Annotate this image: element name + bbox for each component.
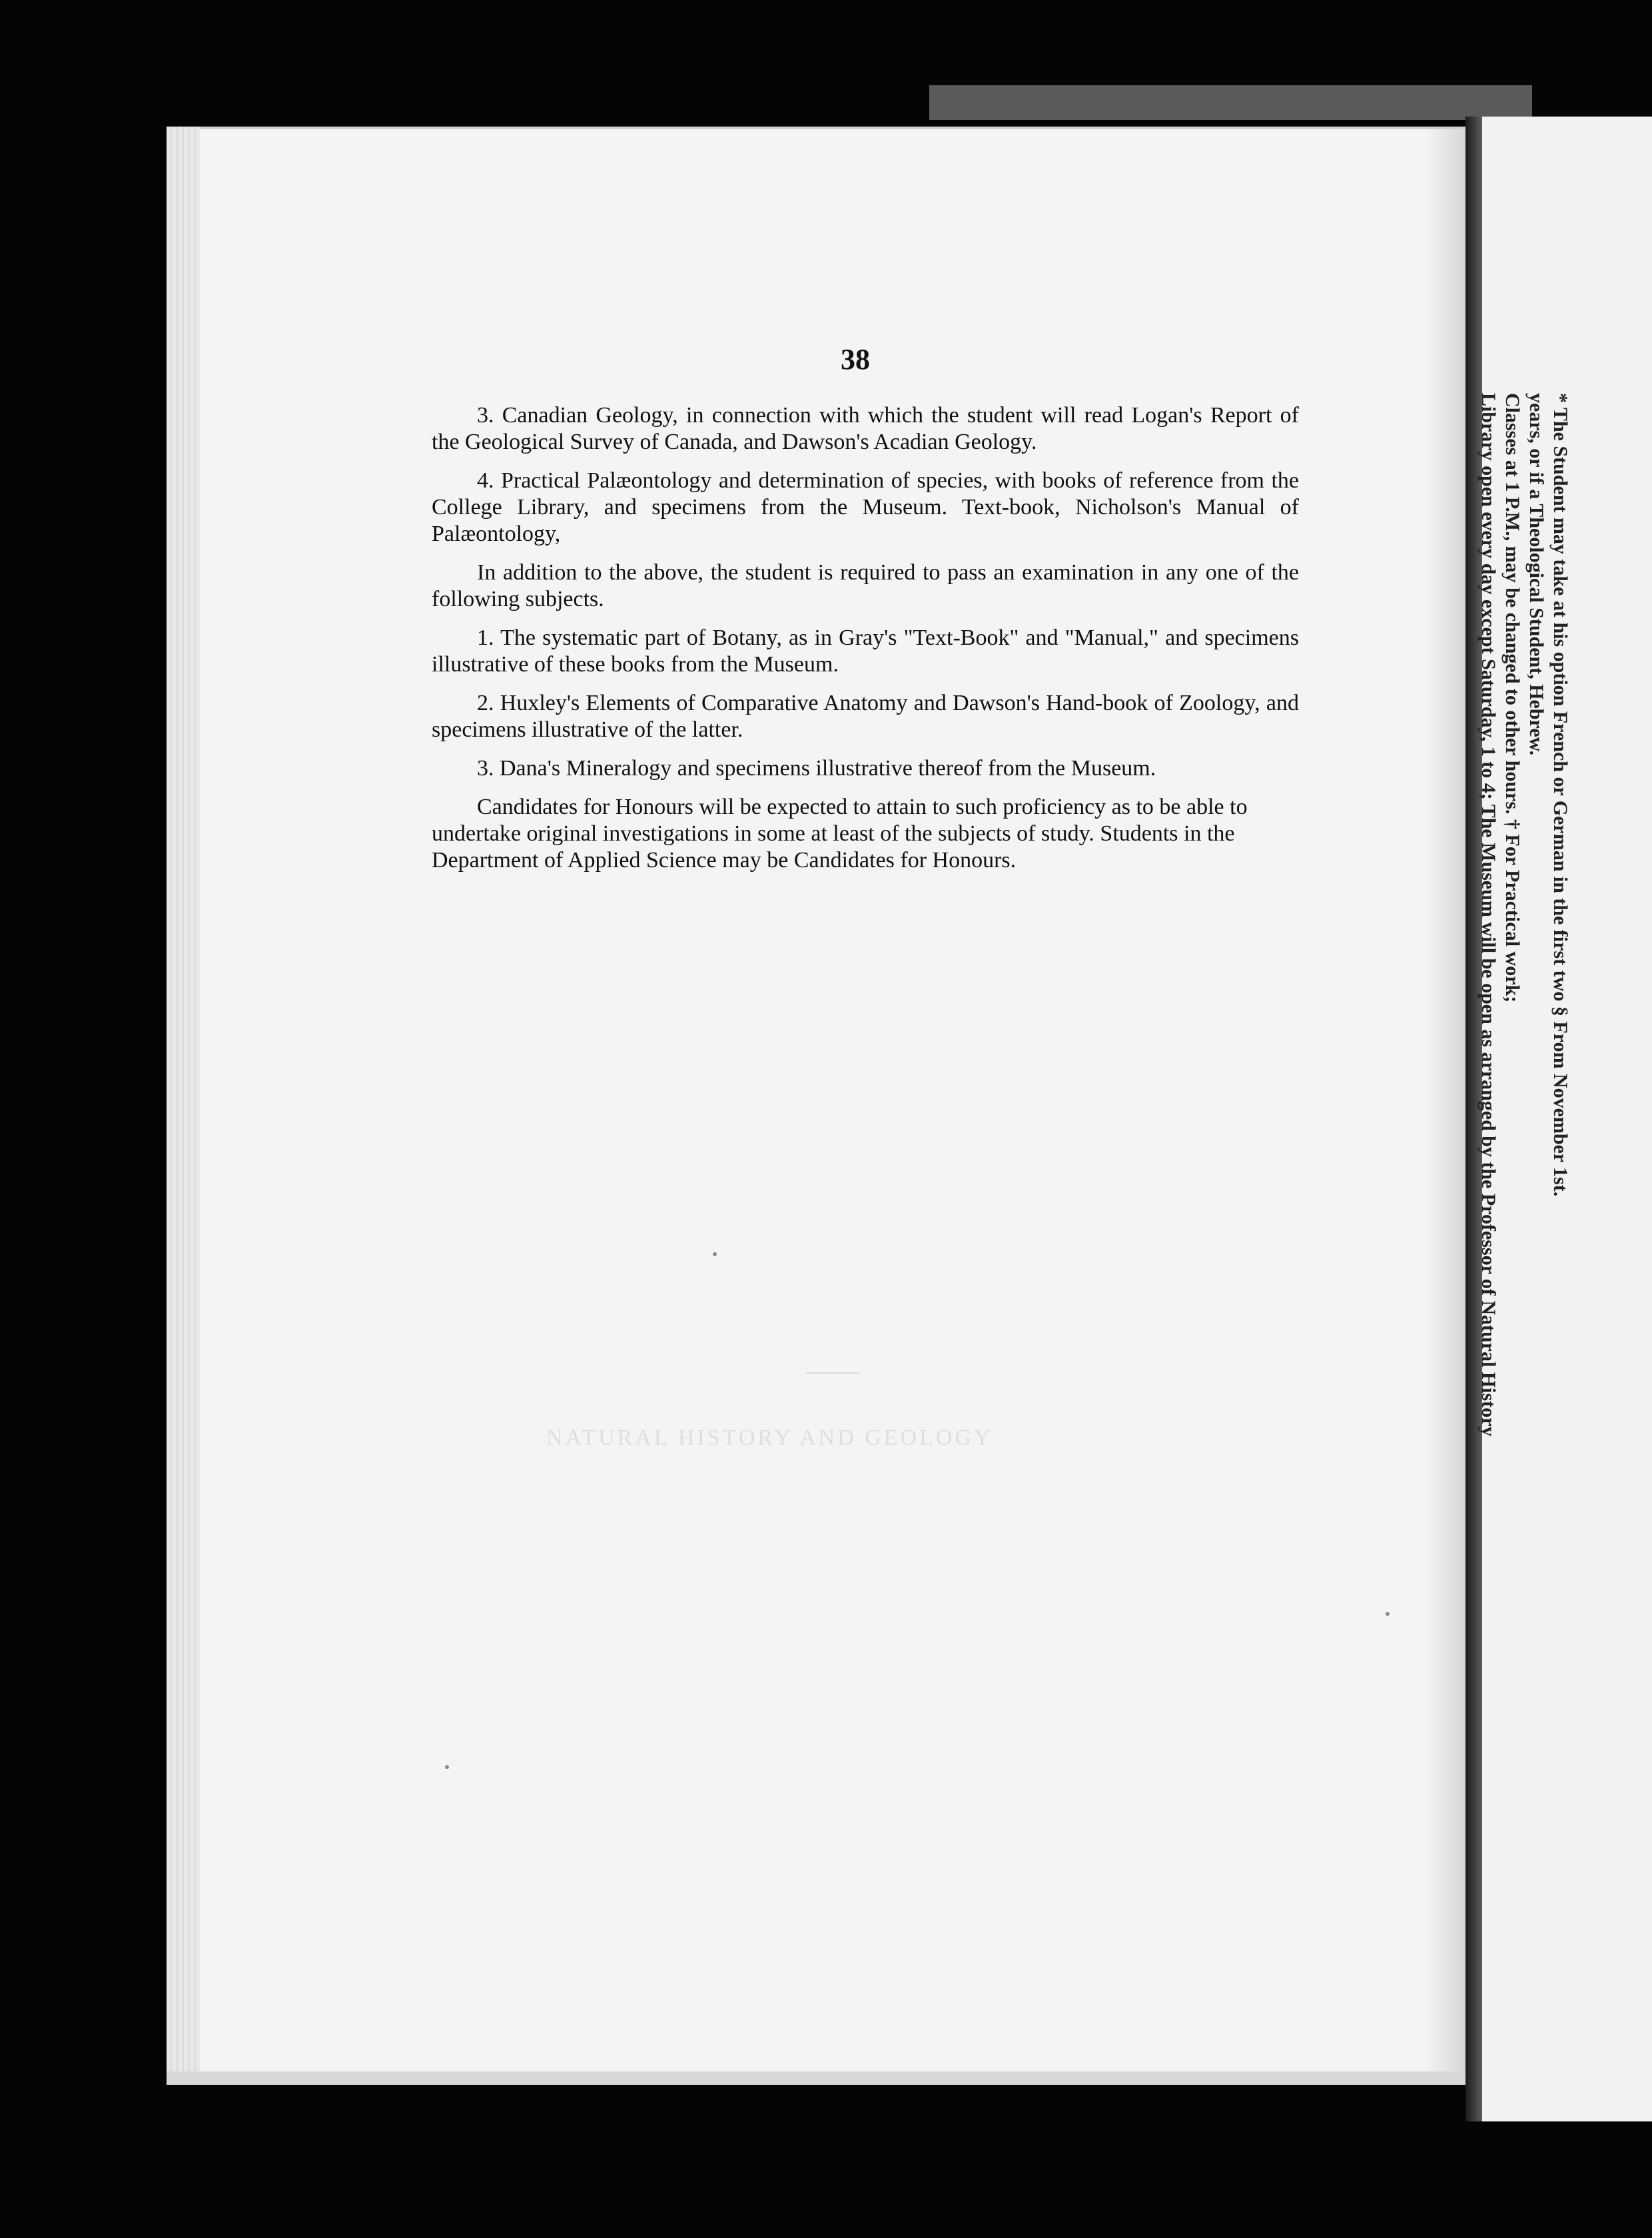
scanner-band	[929, 85, 1532, 120]
paragraph-palaeontology: 4. Practical Palæontology and determination of species, with books of reference from the College Library, and specimens from the Museum. Text-book, Nicholson's Manual of Palæontology,	[432, 468, 1299, 546]
speck	[713, 1252, 717, 1256]
page-number: 38	[841, 343, 870, 376]
paragraph-mineralogy: 3. Dana's Mineralogy and specimens illustrative thereof from the Museum.	[477, 756, 1156, 781]
facing-line: Library open every day except Saturday, 1 to 4; The Museum will be open as arranged by the Professor of Natural History	[1477, 393, 1499, 1437]
facing-line: * The Student may take at his option French or German in the first two § From November 1st.	[1549, 393, 1571, 1197]
paragraph-zoology: 2. Huxley's Elements of Comparative Anatomy and Dawson's Hand-book of Zoology, and specimens illustrative of the latter.	[432, 691, 1299, 742]
paragraph-additional-exam: In addition to the above, the student is required to pass an examination in any one of the following subjects.	[432, 560, 1299, 611]
page-body	[432, 402, 1299, 886]
paragraph-canadian-geology: 3. Canadian Geology, in connection with which the student will read Logan's Report of the Geological Survey of Canada, and Dawson's Acadian Geology.	[432, 403, 1299, 454]
paragraph-botany: 1. The systematic part of Botany, as in Gray's "Text-Book" and "Manual," and specimens illustrative of these books from the Museum.	[432, 625, 1299, 677]
facing-page-text	[1476, 393, 1572, 1659]
speck	[1386, 1612, 1390, 1616]
speck	[445, 1765, 449, 1769]
facing-line: Classes at 1 P.M., may be changed to other hours. † For Practical work;	[1501, 393, 1523, 1003]
bleed-through-rule	[806, 1372, 859, 1374]
bleed-through-heading: NATURAL HISTORY AND GEOLOGY	[546, 1425, 993, 1450]
paragraph-honours: Candidates for Honours will be expected to attain to such proficiency as to be able to undertake original investigations in some at least of the subjects of study. Students in the Department of Applied Science may be Candidates for Honours.	[432, 795, 1248, 873]
page-bottom-edge	[167, 2071, 1465, 2085]
facing-line: years, or if a Theological Student, Hebrew.	[1525, 393, 1547, 756]
